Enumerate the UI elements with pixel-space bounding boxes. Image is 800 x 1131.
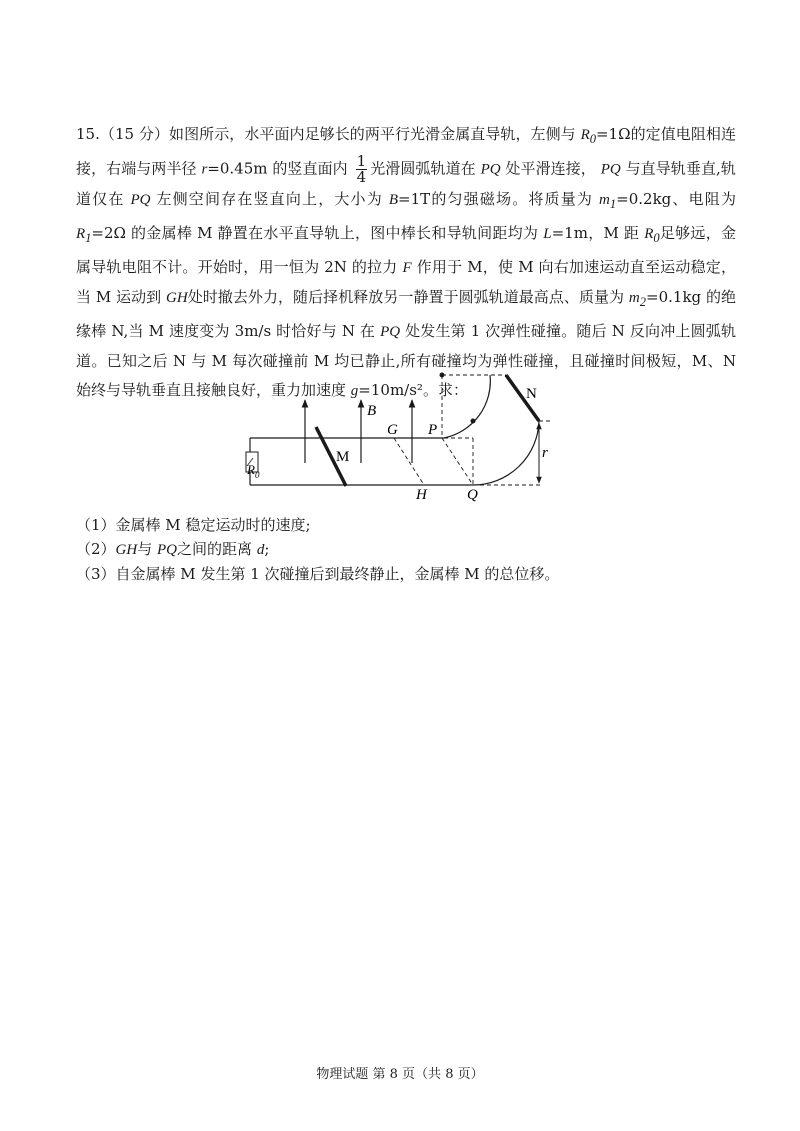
label-h: H: [416, 487, 427, 503]
label-r0-sub: 0: [254, 470, 260, 480]
label-m: M: [336, 449, 350, 465]
symbol: g: [350, 383, 359, 399]
symbol: m: [599, 192, 610, 208]
value: =1T: [398, 190, 431, 208]
subscript: 2: [639, 295, 647, 309]
label-n: N: [526, 386, 537, 402]
fraction: [356, 154, 368, 185]
question-2-text: 与: [137, 540, 153, 558]
label-g: G: [387, 422, 398, 438]
fraction-numerator: 1: [356, 152, 367, 170]
value: =0.2kg、电阻为: [616, 190, 736, 208]
problem-points: （15 分）: [99, 125, 170, 143]
label-r0-main: R: [247, 462, 255, 477]
problem-text: 处发生第 1 次弹性碰撞。随后 N 反向冲上圆弧轨道。已知之后 N 与 M 每次碰撞前 M 均已静止,所有碰撞均为弹性碰撞，且碰撞时间极短，M、N 始终与导轨垂直且接触良好，重力加速度: [76, 322, 736, 399]
page-footer: 物理试题 第 8 页（共 8 页）: [316, 1067, 484, 1082]
gh-line: [394, 438, 424, 485]
problem-statement: [76, 120, 736, 406]
rail-diagram: [236, 366, 566, 503]
value: =1Ω: [595, 125, 631, 143]
symbol: PQ: [130, 192, 151, 208]
problem-text: 如图所示，水平面内足够长的两平行光滑金属直导轨，左侧与: [169, 125, 576, 143]
symbol: R: [580, 127, 590, 143]
symbol: PQ: [480, 161, 501, 178]
problem-text: 的竖直面内: [272, 159, 348, 178]
value: =10m/s²。求：: [358, 381, 468, 399]
arc-track-lower: [473, 421, 539, 485]
arc-top-point: [440, 373, 445, 378]
symbol: L: [543, 226, 552, 242]
symbol: r: [201, 161, 208, 178]
symbol: d: [256, 542, 265, 558]
problem-text: 处平滑连接，: [505, 159, 596, 178]
problem-text: 左侧空间存在竖直向上，大小为: [156, 190, 383, 208]
problem-text: 的金属棒 M 静置在水平直导轨上，图中棒长和导轨间距均为: [131, 224, 539, 242]
problem-text: 处时撤去外力，随后择机释放另一静置于圆弧轨道最高点、质量为: [187, 288, 625, 306]
label-r: r: [542, 445, 548, 461]
problem-text: 光滑圆弧轨道在: [370, 159, 476, 178]
questions: [76, 513, 736, 586]
fraction-denominator: 4: [356, 168, 367, 186]
symbol: PQ: [380, 324, 401, 340]
symbol: PQ: [600, 161, 621, 178]
value: =2Ω: [91, 224, 126, 242]
problem-text: 足够远，金属导轨电阻不计。开始时，用一恒为 2N 的拉力: [76, 224, 736, 276]
symbol: GH: [115, 542, 138, 558]
subscript: 1: [609, 197, 617, 211]
symbol: F: [402, 260, 412, 276]
label-q: Q: [467, 487, 478, 503]
question-2: [76, 537, 736, 562]
question-3: （3）自金属棒 M 发生第 1 次碰撞后到最终静止，金属棒 M 的总位移。: [76, 565, 560, 583]
subscript: 0: [589, 132, 596, 146]
question-2-text: 之间的距离: [177, 540, 253, 558]
label-b: B: [367, 403, 377, 419]
symbol: R: [76, 226, 86, 242]
arc-track-upper: [444, 375, 490, 438]
symbol: m: [628, 290, 640, 306]
value: =0.1kg 的绝缘棒 N,当 M 速度变为 3m/s 时恰好与 N 在: [76, 288, 736, 340]
problem-text: 的匀强磁场。将质量为: [430, 190, 594, 208]
value: =0.45m: [207, 159, 268, 178]
symbol: B: [388, 192, 399, 208]
dashed-line: [442, 438, 473, 485]
question-1: （1）金属棒 M 稳定运动时的速度;: [76, 516, 311, 534]
symbol: PQ: [157, 542, 178, 558]
symbol: GH: [166, 290, 188, 306]
problem-text: 与直导轨垂直,轨道仅在: [76, 159, 736, 208]
label-p: P: [428, 422, 438, 438]
subscript: 1: [85, 231, 92, 245]
arc-center-point: [471, 419, 476, 424]
symbol: R: [644, 226, 654, 242]
question-2-prefix: （2）: [76, 540, 116, 558]
problem-text: 作用于 M，使 M 向右加速运动直至运动稳定，当 M 运动到: [76, 258, 736, 306]
question-2-text: ;: [264, 540, 270, 558]
value: =1m: [551, 224, 588, 242]
problem-number: 15.: [76, 125, 100, 143]
problem-text: ，M 距: [587, 224, 640, 242]
subscript: 0: [653, 231, 660, 245]
problem-text: 的定值电阻相连接，右端与两半径: [76, 125, 736, 178]
